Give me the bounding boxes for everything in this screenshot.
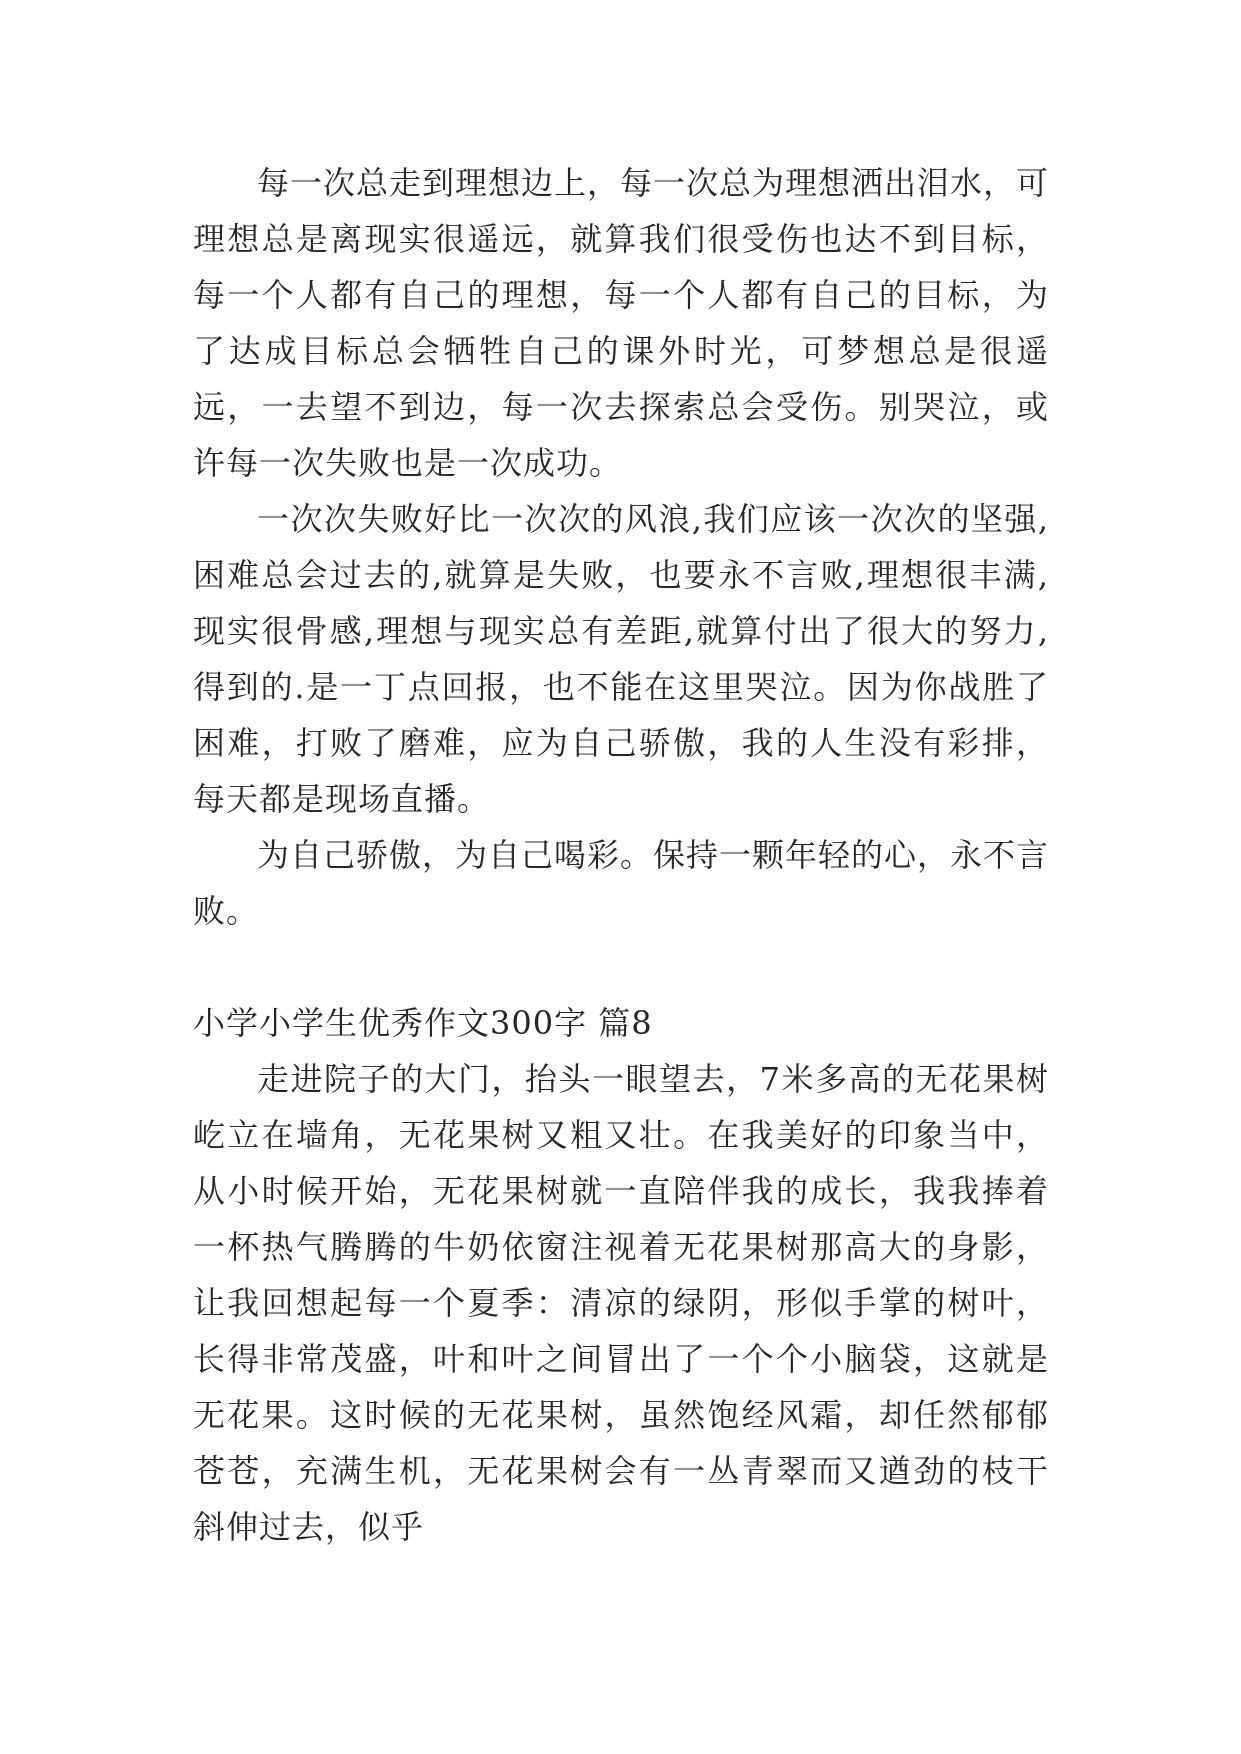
paragraph-ideal-tears: 每一次总走到理想边上，每一次总为理想洒出泪水，可理想总是离现实很遥远，就算我们很受伤也达不到目标，每一个人都有自己的理想，每一个人都有自己的目标，为了达成目标总会牺牲自己的课外时光，可梦想总是很遥远，一去望不到边，每一次去探索总会受伤。别哭泣，或许每一次失败也是一次成功。 [193,164,1050,482]
paragraph-failure-waves: 一次次失败好比一次次的风浪,我们应该一次次的坚强,困难总会过去的,就算是失败，也要永不言败,理想很丰满,现实很骨感,理想与现实总有差距,就算付出了很大的努力,得到的.是一丁点回报，也不能在这里哭泣。因为你战胜了困难，打败了磨难，应为自己骄傲，我的人生没有彩排，每天都是现场直播。 [193,500,1049,818]
section-heading: 小学小学生优秀作文300字 篇8 [193,1004,653,1042]
document-body [193,155,1049,1555]
paragraph-fig-tree: 走进院子的大门，抬头一眼望去，7米多高的无花果树屹立在墙角，无花果树又粗又壮。在我美好的印象当中，从小时候开始，无花果树就一直陪伴我的成长，我我捧着一杯热气腾腾的牛奶依窗注视着无花果树那高大的身影，让我回想起每一个夏季：清凉的绿阴，形似手掌的树叶，长得非常茂盛，叶和叶之间冒出了一个个小脑袋，这就是无花果。这时候的无花果树，虽然饱经风霜，却任然郁郁苍苍，充满生机，无花果树会有一丛青翠而又遒劲的枝干斜伸过去，似乎 [193,1060,1049,1546]
paragraph-be-proud: 为自己骄傲，为自己喝彩。保持一颗年轻的心，永不言败。 [193,836,1050,930]
